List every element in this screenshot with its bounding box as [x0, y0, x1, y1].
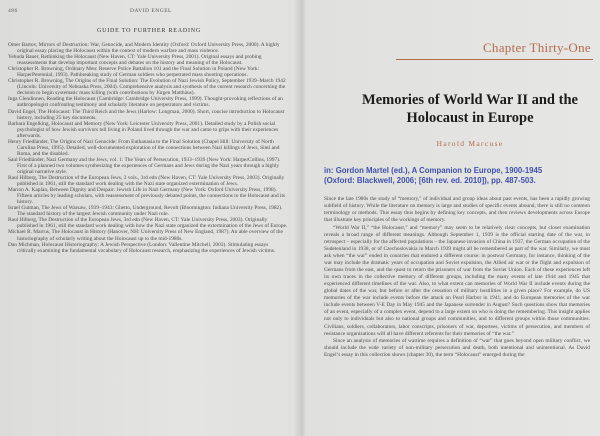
reference-entry: Israel Gutman, The Jews of Warsaw, 1939–1943: Ghetto, Underground, Revolt (Bloomington: Indiana University Press, 1982). The standard history of the largest Jewish community under Nazi rule.	[8, 205, 283, 218]
chapter-label: Chapter Thirty-One	[482, 40, 591, 55]
reference-entry: Christopher R. Browning, The Origins of the Final Solution: The Evolution of Nazi Jewish Policy, September 1939–March 1942 (Lincoln: University of Nebraska Press, 2004). Comprehensive analysis and synthesis of the current research concerning the decision to begin systematic mass killing (with contributions by Jürgen Matthäus).	[8, 78, 286, 97]
body-paragraph: Since an analysis of memories of wartime requires a definition of “war” that goes beyond open military conflict, we should include the wide variety of non-military persecution and death, both intentional and unintentional. As David Engel’s essay in this collection shows (chapter 30), the term “Holocaust” emerged during the	[324, 338, 590, 359]
guide-title: GUIDE TO FURTHER READING	[96, 28, 202, 34]
chapter-title: Memories of World War II and the Holocaust in Europe	[362, 92, 578, 126]
left-page	[0, 0, 298, 436]
running-head: DAVID ENGEL	[130, 8, 172, 14]
chapter-divider	[396, 59, 593, 60]
chapter-body	[324, 196, 590, 360]
right-page	[303, 0, 600, 436]
reference-entry: Dan Michman, Holocaust Historiography: A Jewish Perspective (London: Vallentine Mitchell, 2003). Stimulating essays critically examining the fundamental vocabulary of Holocaust research, emphasizing the experiences of Jewish victims.	[8, 241, 276, 254]
chapter-author: Harold Marcuse	[436, 139, 504, 148]
page-number: 486	[8, 8, 18, 14]
reference-entry: Michael R. Marrus, The Holocaust in History (Hanover, NH: University Press of New England, 1987). An able overview of the historiography of scholarly writing about the Holocaust up to the mid-1980s.	[8, 229, 283, 242]
citation-line: (Oxford: Blackwell, 2006; [6th rev. ed. 2010]), pp. 487-503.	[324, 176, 536, 185]
reference-entry: David Engel, The Holocaust: The Third Reich and the Jews (Harlow: Longman, 2000). Short, concise introduction to Holocaust history, including 25 key documents.	[8, 108, 285, 121]
reference-entry: Inga Clendinnen, Reading the Holocaust (Cambridge: Cambridge University Press, 1999). Thought-provoking reflections of an anthropologist confronting testimony and scholarly literature on perpetrators and victims.	[8, 96, 283, 109]
body-paragraph: Since the late 1980s the study of “memory,” of individual and group ideas about past events, has been a rapidly growing subfield of history. While the literature on memory is large and studies of specific events abound, there is still no common terminology or methods. This essay thus begins by defining key concepts, and then reviews developments across Europe that illustrate key principles of the workings of memory.	[324, 196, 590, 224]
reference-entry: Yehuda Bauer, Rethinking the Holocaust (New Haven, CT: Yale University Press, 2001). Original essays and probing reassessments that develop important concepts and debates on the history and meaning of the Holocaust.	[8, 54, 262, 67]
reference-entry: Christopher R. Browning, Ordinary Men: Reserve Police Battalion 101 and the Final Solution in Poland (New York: HarperPerennial, 1993). Pathbreaking study of German soldiers who perpetrated mass shooting operations.	[8, 66, 260, 79]
reference-entry: Raul Hilberg, The Destruction of the European Jews, 3 vols., 3rd edn (New Haven, CT: Yale University Press, 2003). Originally published in 1961, still the standard work dealing with the Nazi state organized extermination of Jews.	[8, 175, 285, 188]
reference-entry: Raul Hilberg, The Destruction of the European Jews, 3rd edn (New Haven, CT: Yale University Press, 2003). Originally published in 1961, still the standard work dealing with how the Nazi state organized the extermination of the Jews of Europe.	[8, 217, 288, 230]
reference-entry: Omer Bartov, Mirrors of Destruction: War, Genocide, and Modern Identity (Oxford: Oxford University Press, 2000). A highly original essay placing the Holocaust within the context of modern warfare and mass violence.	[8, 42, 280, 55]
reference-list	[8, 42, 288, 254]
body-paragraph: “World War II,” “the Holocaust,” and “memory” may seem to be relatively clear concepts, but closer examination reveals a broad range of different meanings. Although September 1, 1939 is the official starting date of the war, in retrospect – especially for the affected populations – the Japanese invasion of China in 1937, the German occupation of the Sudetenland in 1938, or of Czechoslovakia in March 1939 might all be remembered as part of the war. Similarly, we must ask when “the war” ended in countries that endured a different course: in postwar Germany, for instance, thinking of the war may include the dramatic years of occupation and Soviet expulsion, the Allied air war or the flight and expulsion of Germans from the east, and the quest to return the prisoners of war from the Soviet Union. Each of these experiences left its own traces in the collective memory of different groups, including the many events of late 1944 and 1945 that experienced different timelines of the war. Also, to what extent can memories of World War II include events during the global dates of the war, but before or after the cessation of military hostilities in a given place? For example, do US memories of the war include events before the attack on Pearl Harbor in 1941, and do European memories of the war include events between V-E Day in May 1945 and the Japanese surrender in August? Such questions show that memories of an event, especially of a complex event, depend to a large extent on who is doing the remembering. This insight applies not only to individuals but also to national groups and communities, and to different groups within those communities. Civilians, soldiers, collaborators, labor conscripts, prisoners of war, deportees, victims of persecution, and members of resistance organizations will all have different referents for their memories of “the war.”	[324, 224, 590, 337]
citation-line: in: Gordon Martel (ed.), A Companion to Europe, 1900-1945	[324, 166, 543, 175]
reference-entry: Henry Friedlander, The Origins of Nazi Genocide: From Euthanasia to the Final Solution (Chapel Hill: University of North Carolina Press, 1995). Detailed, well-documented exploration of the connections between Nazi killings of Jews, Sinti and Roma, and the disabled.	[8, 138, 280, 157]
reference-entry: Barbara Engelking, Holocaust and Memory (New York: Leicester University Press, 2001). Detailed study by a Polish social psychologist of how Jewish survivors tell living in Poland lived through the war and came to grips with their experiences afterwards.	[8, 120, 279, 139]
reference-entry: Marion A. Kaplan, Between Dignity and Despair: Jewish Life in Nazi Germany (New York: Oxford University Press, 1998). Fifteen articles by leading scholars, with reassessment of previously debated points, the connections to the Holocaust and its history.	[8, 187, 286, 206]
reference-entry: Saul Friedländer, Nazi Germany and the Jews, vol. 1: The Years of Persecution, 1933–1939 (New York: HarperCollins, 1997). First of a planned two volumes synthesizing the experiences of Germans and Jews during the Nazi years through a highly original narrative style.	[8, 156, 281, 175]
citation-note	[324, 166, 589, 186]
